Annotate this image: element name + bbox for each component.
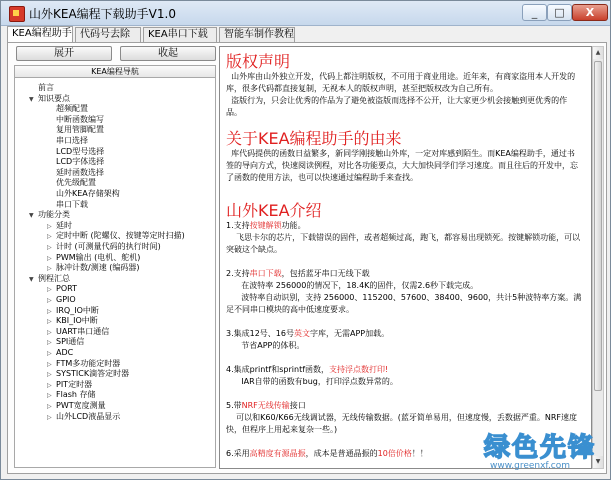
tree-item-label: 定时中断 (陀螺仪、按键等定时扫描): [56, 231, 185, 241]
tree-item-label: LCD型号选择: [56, 146, 105, 156]
tree-item-label: 串口选择: [56, 136, 88, 145]
feature-2-speed: 在波特率 256000的情况下，18.4K的固件，仅需2.6秒下载完成。: [241, 281, 479, 290]
tree-leaf-item[interactable]: [47, 306, 99, 315]
tab-smart-car-tutorial[interactable]: 智能车制作教程: [219, 27, 295, 42]
tree-leaf-item[interactable]: [47, 253, 140, 262]
collapsed-arrow-icon[interactable]: ▷: [47, 233, 52, 241]
tree-leaf-item[interactable]: [47, 147, 104, 156]
heading-origin: 关于KEA编程助手的由来: [226, 129, 402, 148]
feature-3-detail: 节省APP的体积。: [241, 341, 305, 350]
tree-leaf-item[interactable]: [47, 125, 104, 134]
feature-4: 4.集成printf和sprintf函数，支持浮点数打印!: [226, 365, 389, 374]
tree-item-label: 优先级配置: [56, 178, 96, 188]
tree-item-label: UART串口通信: [56, 326, 110, 336]
expand-button[interactable]: 展开: [16, 46, 112, 61]
tree-leaf-item[interactable]: [47, 359, 120, 368]
collapsed-arrow-icon[interactable]: ▷: [47, 254, 52, 262]
tree-item-label: 前言: [38, 83, 54, 92]
tree-leaf-item[interactable]: [47, 136, 88, 145]
expand-arrow-icon[interactable]: ▼: [29, 212, 34, 220]
tree-item-label: 超频配置: [56, 104, 88, 114]
content-pane[interactable]: [219, 46, 592, 469]
tree-leaf-item[interactable]: [47, 231, 185, 240]
collapse-button[interactable]: 收起: [120, 46, 216, 61]
tree-item-label: PIT定时器: [56, 379, 93, 389]
tree-group-item[interactable]: [29, 210, 70, 219]
nav-tree[interactable]: [14, 78, 216, 468]
tree-item-label: 中断函数编写: [56, 114, 104, 124]
tree-leaf-item[interactable]: [47, 263, 139, 272]
minimize-button[interactable]: _: [522, 4, 547, 21]
close-button[interactable]: X: [572, 4, 608, 21]
tree-leaf-item[interactable]: [47, 168, 104, 177]
heading-copyright: 版权声明: [226, 52, 291, 71]
tree-item-label: 例程汇总: [38, 273, 70, 283]
tree-item-label: 山外LCD液晶显示: [56, 411, 121, 421]
collapsed-arrow-icon[interactable]: ▷: [47, 265, 52, 273]
tab-serial-download[interactable]: KEA串口下载: [143, 27, 217, 42]
tree-item-label: SYSTICK滴答定时器: [56, 369, 130, 379]
tree-leaf-item[interactable]: [47, 242, 161, 251]
title-bar[interactable]: [1, 1, 610, 26]
tree-item-label: 知识要点: [38, 93, 70, 103]
paragraph-origin: 库代码提供的函数日益繁多，新同学刚接触山外库，一定对库感到陌生。而KEA编程助手，通过书签的导向方式，快速阅读例程，对比各功能要点，大大加快同学们学习速度。而且往后的开发中，忘了函数的使用方法，也可以快速通过编程助手来查找。: [226, 149, 578, 182]
collapsed-arrow-icon[interactable]: ▷: [47, 339, 52, 347]
tree-group-item[interactable]: [29, 274, 70, 283]
tree-item-label: KBI_IO中断: [56, 316, 98, 326]
tree-leaf-item[interactable]: [47, 115, 104, 124]
tree-item-label: 延时: [56, 220, 72, 230]
tree-leaf-item[interactable]: [47, 369, 129, 378]
collapsed-arrow-icon[interactable]: ▷: [47, 307, 52, 315]
tree-item-label: 山外KEA存储架构: [56, 189, 120, 198]
watermark-url: www.greenxf.com: [490, 461, 571, 471]
tree-leaf-item[interactable]: [47, 327, 109, 336]
maximize-button[interactable]: □: [547, 4, 572, 21]
paragraph-copyright-2: 盗版行为，只会让优秀的作品为了避免被盗版而选择不公开，让大家更少机会接触到更优秀的作品。: [226, 96, 568, 117]
app-logo-icon: [9, 6, 25, 22]
tree-leaf-item[interactable]: [47, 390, 96, 399]
feature-5-detail: 可以和K60/K66无线调试器，无线传输数据。(蓝牙简单易用，但速度慢，丢数据严重。NRF速度快，但程序上用起来复杂一些。): [226, 413, 577, 434]
feature-2-baud: 波特率自动识别，支持 256000、115200、57600、38400、9600，共计5种波特率方案。满足不同串口模块的高中低速度要求。: [226, 293, 582, 314]
collapsed-arrow-icon[interactable]: ▷: [47, 297, 52, 304]
tab-panel: [7, 42, 607, 474]
feature-1: 1.支持按键解锁功能。: [226, 221, 306, 230]
collapsed-arrow-icon[interactable]: ▷: [47, 392, 52, 400]
tree-item-label: Flash 存储: [56, 390, 96, 400]
tree-item-label: PWM输出 (电机、舵机): [56, 252, 141, 262]
tree-item-label: 计时 (可测量代码的执行时间): [56, 242, 161, 251]
collapsed-arrow-icon[interactable]: ▷: [47, 360, 52, 368]
feature-1-detail: 飞思卡尔的芯片，下载错误的固件，或者超频过高，跑飞，都容易出现锁死。按键解锁功能，可以突破这个缺点。: [226, 233, 581, 254]
tree-leaf-item[interactable]: [47, 412, 120, 421]
feature-5: 5.带NRF无线传输接口: [226, 401, 306, 410]
tree-item-label: 脉冲计数/测速 (编码器): [56, 263, 140, 273]
watermark-text: 绿色先锋: [484, 433, 597, 463]
site-watermark: [470, 425, 605, 475]
collapsed-arrow-icon[interactable]: ▷: [47, 328, 52, 336]
collapsed-arrow-icon[interactable]: ▷: [47, 350, 52, 357]
collapsed-arrow-icon[interactable]: ▷: [47, 244, 52, 251]
tree-item-label: FTM多功能定时器: [56, 358, 121, 368]
tree-item-label: ADC: [56, 348, 74, 357]
feature-3: 3.集成12号、16号英文字库，无需APP加载。: [226, 329, 390, 338]
scroll-thumb[interactable]: [594, 61, 602, 391]
collapsed-arrow-icon[interactable]: ▷: [47, 318, 52, 326]
scroll-up-arrow-icon[interactable]: ▲: [593, 47, 603, 59]
tree-leaf-item[interactable]: [47, 221, 72, 230]
tree-leaf-item[interactable]: [47, 284, 77, 293]
window-title: 山外KEA编程下载助手V1.0: [29, 7, 176, 21]
tree-item-label: 串口下载: [56, 199, 88, 209]
tree-item-label: PORT: [56, 284, 77, 294]
tree-leaf-item[interactable]: [47, 380, 92, 389]
tree-item-label: IRQ_IO中断: [56, 305, 99, 315]
tree-leaf-item[interactable]: [47, 200, 88, 209]
tree-leaf-item[interactable]: [47, 189, 120, 198]
collapsed-arrow-icon[interactable]: ▷: [47, 222, 52, 230]
collapsed-arrow-icon[interactable]: ▷: [47, 286, 52, 294]
tree-item-label: SPI通信: [56, 337, 85, 347]
tree-item-label: 功能分类: [38, 210, 70, 220]
tree-item-label: LCD字体选择: [56, 157, 105, 167]
expand-arrow-icon[interactable]: ▼: [29, 95, 34, 103]
tab-kea-helper[interactable]: KEA编程助手: [7, 26, 73, 43]
collapsed-arrow-icon[interactable]: ▷: [47, 371, 52, 379]
tree-leaf-item[interactable]: [47, 104, 88, 113]
tree-item-label: 延时函数选择: [56, 167, 104, 177]
tree-item-label: PWT宽度测量: [56, 401, 106, 410]
tree-leaf-item[interactable]: [47, 348, 73, 357]
content-scrollbar[interactable]: [592, 46, 604, 469]
nav-header: KEA编程导航: [14, 65, 216, 78]
tree-item-label: GPIO: [56, 295, 76, 304]
paragraph-copyright-1: 山外库由山外独立开发，代码上都注明版权，不可用于商业用途。近年来，有商家盗用本人开发的库，很多代码都直接复制，无视本人的版权声明，甚至把版权改为自己所有。: [226, 72, 576, 93]
feature-6: 6.采用高精度有源晶振，成本是普通晶振的10倍价格！！: [226, 449, 428, 458]
tree-item-label: 复用管脚配置: [56, 125, 104, 135]
tree-leaf-item[interactable]: [47, 401, 106, 410]
expand-arrow-icon[interactable]: ▼: [29, 275, 34, 283]
scroll-down-arrow-icon[interactable]: ▼: [593, 456, 603, 468]
feature-4-detail: IAR自带的函数有bug，打印浮点数异常的。: [241, 377, 398, 386]
tree-leaf-item[interactable]: [47, 337, 84, 346]
tree-leaf-item[interactable]: [47, 178, 96, 187]
heading-kea-intro: 山外KEA介绍: [226, 201, 322, 220]
feature-2: 2.支持串口下载，包括蓝牙串口无线下载: [226, 269, 370, 278]
collapsed-arrow-icon[interactable]: ▷: [47, 381, 52, 389]
tree-leaf-item[interactable]: [47, 157, 104, 166]
tree-group-item[interactable]: [29, 83, 54, 92]
collapsed-arrow-icon[interactable]: ▷: [47, 413, 52, 421]
tree-leaf-item[interactable]: [47, 295, 76, 304]
tab-code-remove[interactable]: 代码号去除: [75, 27, 141, 42]
tree-group-item[interactable]: [29, 94, 70, 103]
tree-leaf-item[interactable]: [47, 316, 98, 325]
collapsed-arrow-icon[interactable]: ▷: [47, 403, 52, 410]
